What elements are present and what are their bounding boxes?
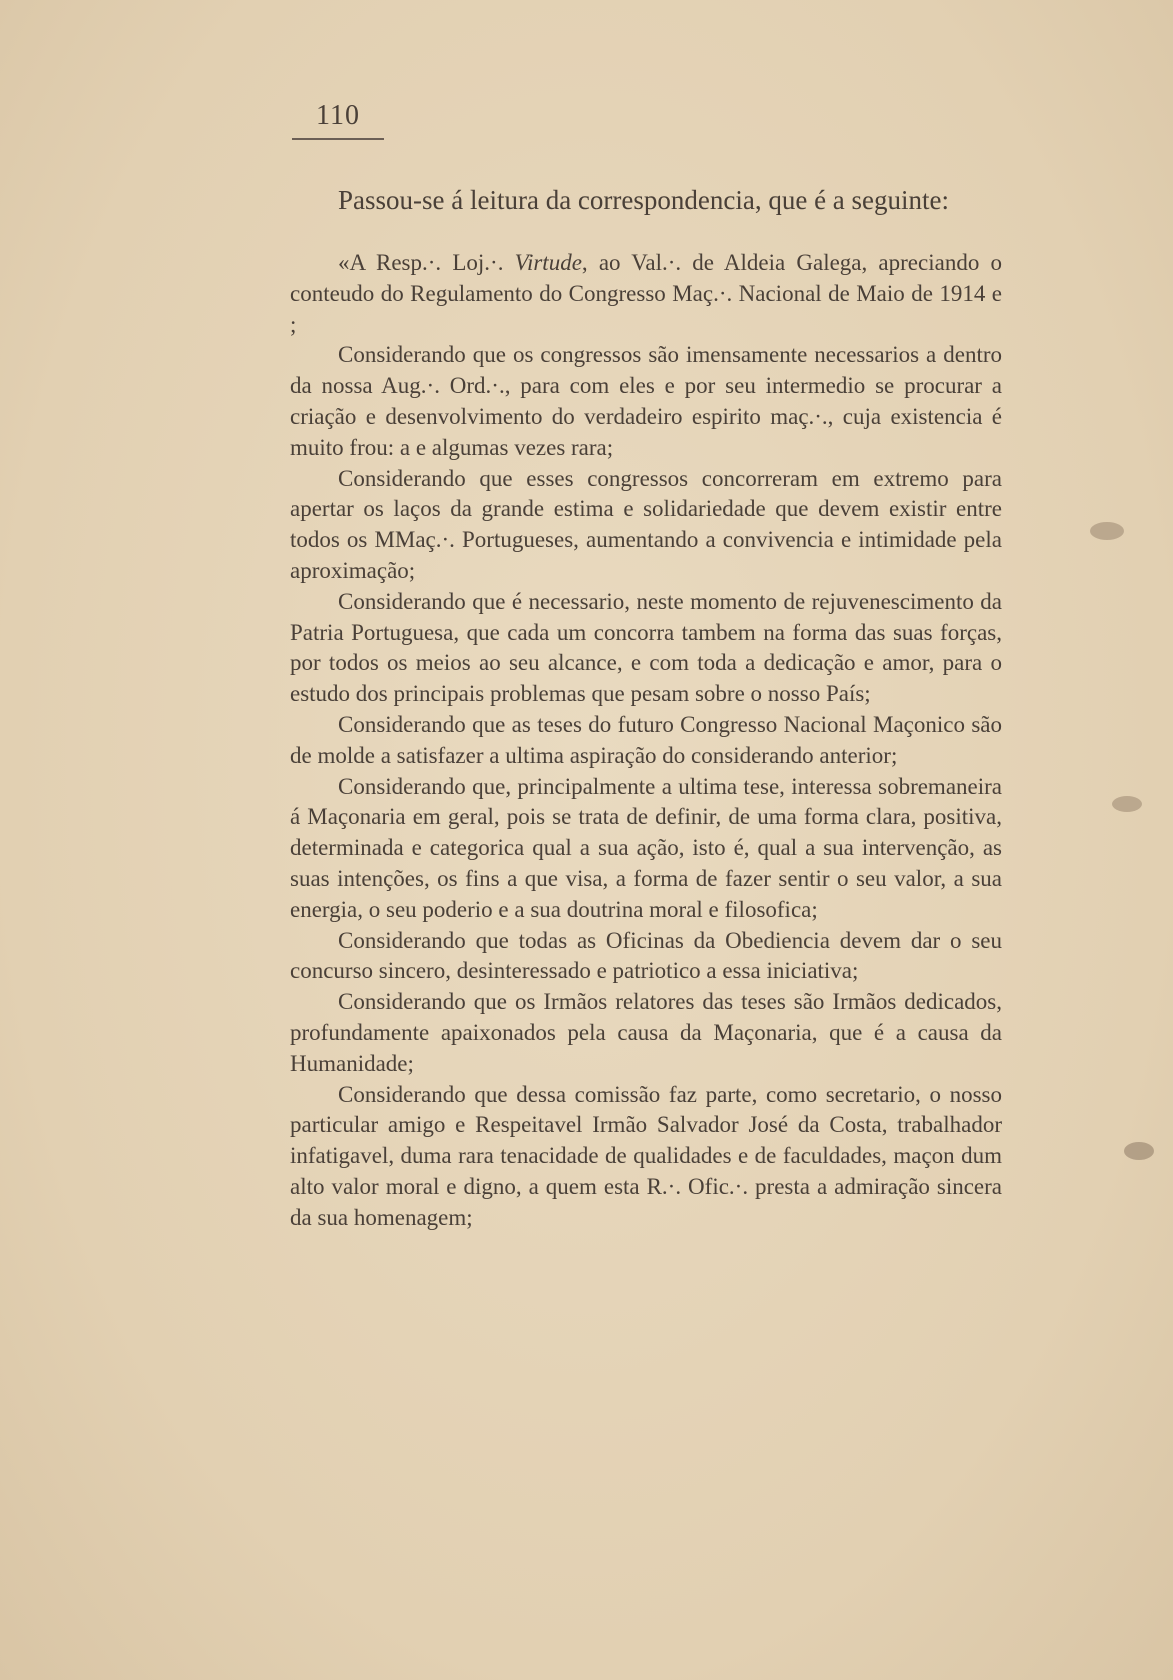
salutation-rest: , ao Val.·. de Aldeia Galega, apreciando o conteudo do Regulamento do Congresso Maç.·. Nacional de Maio de 1914 e ; (290, 250, 1002, 337)
considerando-paragraph-2: Considerando que esses congressos concorreram em extremo para apertar os laços da grande estima e solidariedade que devem existir entre todos os MMaç.·. Portugueses, aumentando a convivencia e intimidade pela aproximação; (290, 465, 1002, 583)
considerando-paragraph-6: Considerando que todas as Oficinas da Obediencia devem dar o seu concurso sincero, desinteressado e patriotico a essa iniciativa; (290, 927, 1002, 984)
intro-paragraph: Passou-se á leitura da correspondencia, que é a seguinte: (338, 185, 950, 215)
paper-stain-1 (1090, 522, 1124, 540)
considerando-paragraph-3: Considerando que é necessario, neste momento de rejuvenescimento da Patria Portuguesa, que cada um concorra tambem na forma das suas forças, por todos os meios ao seu alcance, e com toda a dedicação e amor, para o estudo dos principais problemas que pesam sobre o nosso País; (290, 588, 1002, 707)
considerando-paragraph-5: Considerando que, principalmente a ultima tese, interessa sobremaneira á Maçonaria em geral, pois se trata de definir, de uma forma clara, positiva, determinada e categorica qual a sua ação, isto é, qual a sua intervenção, as suas intenções, os fins a que visa, a forma de fazer sentir o seu valor, a sua energia, o seu poderio e a sua doutrina moral e filosofica; (290, 773, 1002, 922)
paper-stain-2 (1112, 796, 1142, 812)
considerando-paragraph-1: Considerando que os congressos são imensamente necessarios a dentro da nossa Aug.·. Ord.·., para com eles e por seu intermedio se procurar a criação e desenvolvimento do verdadeiro espirito maç.·., cuja existencia é muito frou: a e algumas vezes rara; (290, 342, 1002, 460)
page-number: 110 (292, 100, 384, 140)
considerando-paragraph-4: Considerando que as teses do futuro Congresso Nacional Maçonico são de molde a satisfazer a ultima aspiração do considerando anterior; (290, 711, 1002, 768)
paper-stain-3 (1124, 1142, 1154, 1160)
text-block (290, 183, 1002, 1234)
letter-opening (290, 248, 1002, 340)
considerando-paragraph-8: Considerando que dessa comissão faz parte, como secretario, o nosso particular amigo e Respeitavel Irmão Salvador José da Costa, trabalhador infatigavel, duma rara tenacidade de qualidades e de faculdades, maçon dum alto valor moral e digno, a quem esta R.·. Ofic.·. presta a admiração sincera da sua homenagem; (290, 1081, 1002, 1230)
salutation-prefix: «A Resp.·. Loj.·. (338, 250, 515, 275)
lodge-name: Virtude (514, 250, 582, 275)
considerando-paragraph-7: Considerando que os Irmãos relatores das teses são Irmãos dedicados, profundamente apaixonados pela causa da Maçonaria, que é a causa da Humanidade; (290, 989, 1002, 1076)
